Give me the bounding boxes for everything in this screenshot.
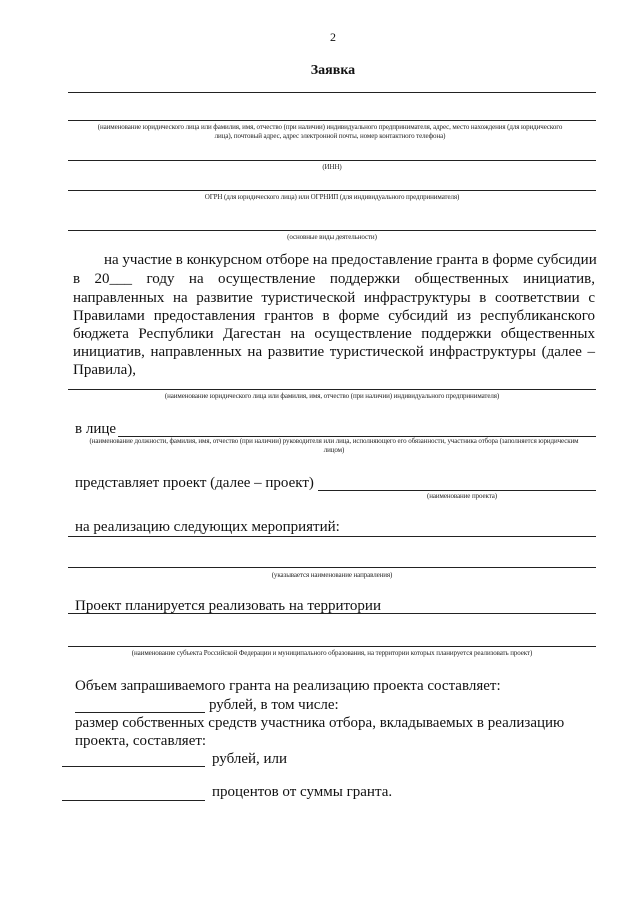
project-name-caption: (наименование проекта) [426,492,497,500]
territory-field-1[interactable] [68,613,596,614]
page-number: 2 [330,30,336,44]
project-name-field[interactable] [318,490,596,491]
presents-project-label: представляет проект (далее – проект) [75,475,314,491]
for-activities-label: на реализацию следующих мероприятий: [75,519,340,535]
activities-caption: (основные виды деятельности) [287,233,377,241]
territory-intro-label: Проект планируется реализовать на территории [75,598,381,614]
activities-list-field-2[interactable] [68,567,596,568]
intro-line-2: в 20___ году на осуществление поддержки общественных инициатив, [73,271,595,287]
territory-caption: (наименование субъекта Российской Федерации и муниципального образования, на территории которых планируется реализовать проект) [131,649,533,657]
in-person-label: в лице [75,421,117,437]
direction-caption: (указывается наименование направления) [271,571,393,579]
page-title: Заявка [310,63,356,78]
applicant-name-field-2[interactable] [68,120,596,121]
activities-list-field-1[interactable] [68,536,596,537]
territory-field-2[interactable] [68,646,596,647]
applicant-name-short-field[interactable] [68,389,596,390]
own-funds-rubles-field[interactable] [62,766,205,767]
applicant-name-caption: (наименование юридического лица или фамилия, имя, отчество (при наличии) индивидуального предпринимателя, адрес, место нахождения (для юридического лица), почтовый адрес, адрес электронной почты, номер контактного телефона) [97,123,563,140]
own-funds-line-1: размер собственных средств участника отбора, вкладываемых в реализацию [75,715,565,731]
intro-line-3: направленных на развитие туристической инфраструктуры в соответствии с [73,290,595,306]
intro-line-5: бюджета Республики Дагестан на осуществление поддержки общественных [73,326,595,342]
rubles-or-label: рублей, или [212,751,288,767]
inn-caption: (ИНН) [322,163,342,171]
grant-amount-label: Объем запрашиваемого гранта на реализацию проекта составляет: [75,678,501,694]
ogrn-field[interactable] [68,190,596,191]
own-funds-percent-field[interactable] [62,800,205,801]
intro-line-6: инициатив, направленных на развитие туристической инфраструктуры (далее – [73,344,595,360]
inn-field[interactable] [68,160,596,161]
applicant-name-short-caption: (наименование юридического лица или фамилия, имя, отчество (при наличии) индивидуального предпринимателя) [164,392,500,400]
applicant-name-field[interactable] [68,92,596,93]
intro-line-4: Правилами предоставления грантов в форме субсидий из республиканского [73,308,595,324]
representative-caption: (наименование должности, фамилия, имя, отчество (при наличии) руководителя или лица, исполняющего его обязанности, участника отбора (заполняется юридическим лицом) [89,437,579,454]
intro-line-7: Правила), [73,362,136,378]
grant-amount-field[interactable] [75,712,205,713]
ogrn-caption: ОГРН (для юридического лица) или ОГРНИП (для индивидуального предпринимателя) [204,193,460,201]
own-funds-line-2: проекта, составляет: [75,733,207,749]
intro-line-1: на участие в конкурсном отборе на предоставление гранта в форме субсидии [104,252,597,268]
rubles-including-label: рублей, в том числе: [209,697,339,713]
activities-field[interactable] [68,230,596,231]
percent-of-grant-label: процентов от суммы гранта. [212,784,393,800]
